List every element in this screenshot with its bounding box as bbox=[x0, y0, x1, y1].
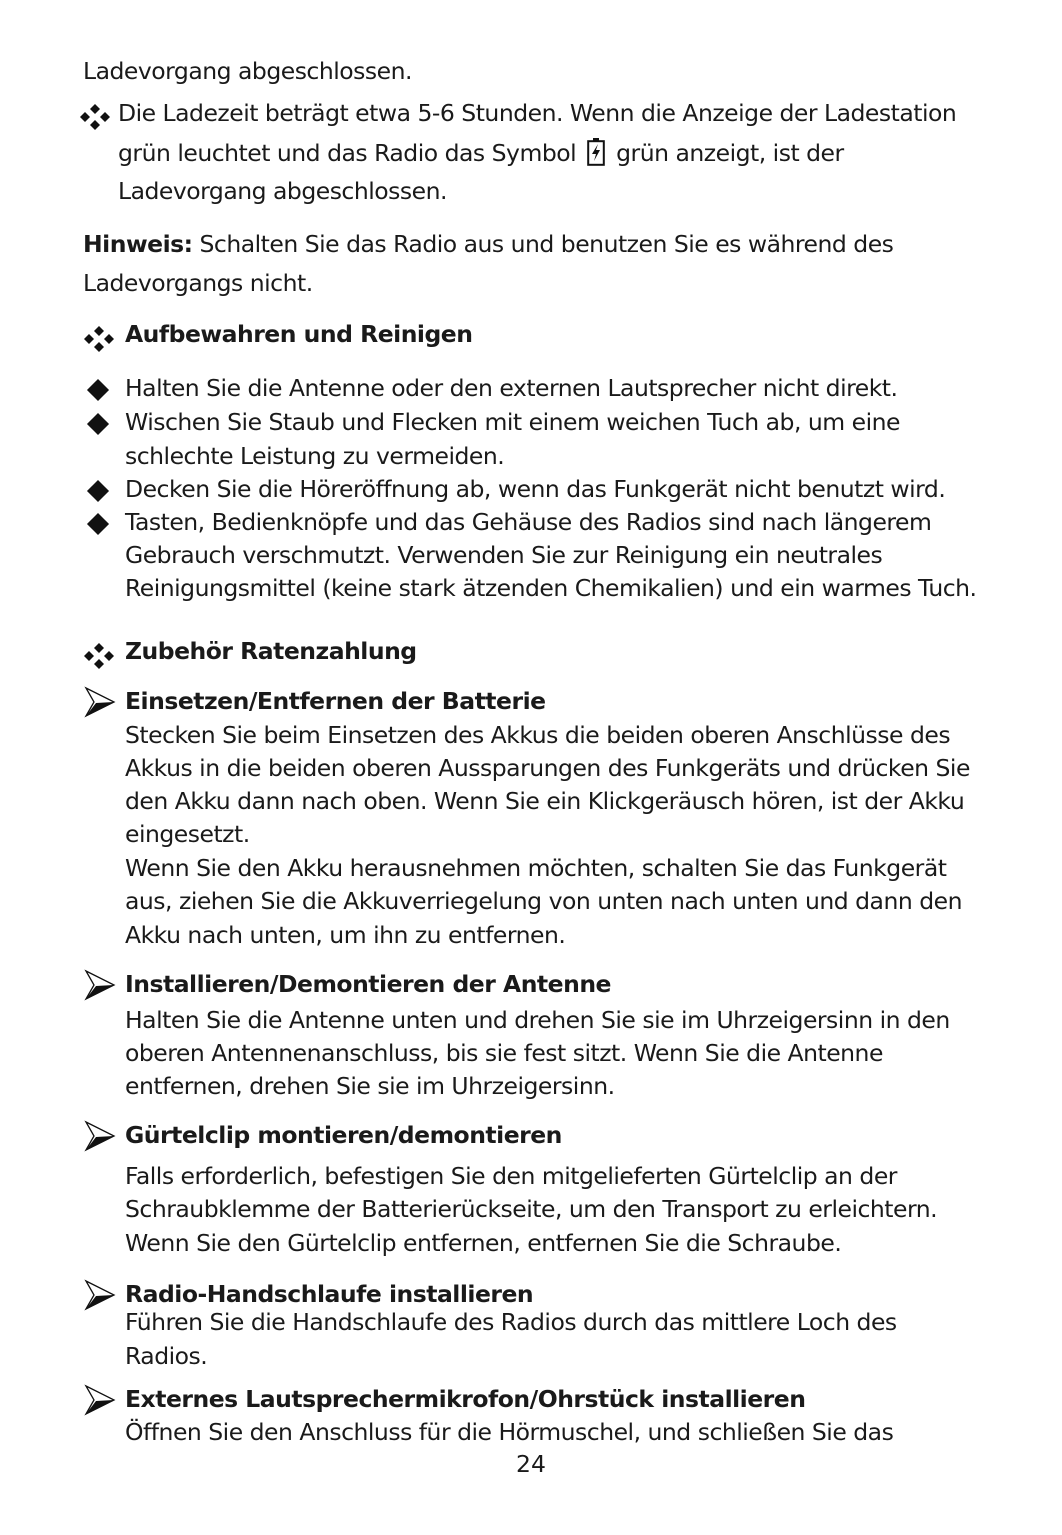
bullet-text: Tasten, Bedienknöpfe und das Gehäuse des Radios sind nach längerem bbox=[125, 508, 932, 536]
item-text: Wenn Sie den Akku herausnehmen möchten, schalten Sie das Funkgerät bbox=[125, 854, 947, 882]
bullet-text: Halten Sie die Antenne oder den externen Lautsprecher nicht direkt. bbox=[125, 374, 898, 402]
item-title: Radio-Handschlaufe installieren bbox=[125, 1280, 534, 1308]
four-diamond-bullet-icon bbox=[84, 326, 114, 352]
item-title: Gürtelclip montieren/demontieren bbox=[125, 1121, 562, 1149]
arrow-bullet-icon bbox=[84, 969, 116, 1001]
item-text: Führen Sie die Handschlaufe des Radios durch das mittlere Loch des bbox=[125, 1308, 897, 1336]
item-text: Öffnen Sie den Anschluss für die Hörmuschel, und schließen Sie das bbox=[125, 1418, 894, 1446]
item-title: Einsetzen/Entfernen der Batterie bbox=[125, 687, 546, 715]
hint-label: Hinweis: bbox=[83, 230, 193, 258]
charge-note-line-2 bbox=[118, 138, 844, 167]
diamond-bullet-icon bbox=[87, 480, 109, 502]
diamond-bullet-icon bbox=[87, 413, 109, 435]
item-text: Wenn Sie den Gürtelclip entfernen, entfernen Sie die Schraube. bbox=[125, 1229, 842, 1257]
bullet-text: Decken Sie die Höreröffnung ab, wenn das Funkgerät nicht benutzt wird. bbox=[125, 475, 946, 503]
item-text: Akkus in die beiden oberen Aussparungen des Funkgeräts und drücken Sie bbox=[125, 754, 970, 782]
item-text: den Akku dann nach oben. Wenn Sie ein Klickgeräusch hören, ist der Akku bbox=[125, 787, 965, 815]
arrow-bullet-icon bbox=[84, 1120, 116, 1152]
item-title: Externes Lautsprechermikrofon/Ohrstück installieren bbox=[125, 1385, 806, 1413]
charge-note-line-2-after: grün anzeigt, ist der bbox=[616, 139, 844, 167]
four-diamond-bullet-icon bbox=[84, 643, 114, 669]
charge-note-line-3: Ladevorgang abgeschlossen. bbox=[118, 177, 447, 205]
section-title-accessories: Zubehör Ratenzahlung bbox=[125, 637, 417, 665]
item-text: Radios. bbox=[125, 1342, 208, 1370]
item-title: Installieren/Demontieren der Antenne bbox=[125, 970, 611, 998]
four-diamond-bullet-icon bbox=[80, 104, 110, 130]
arrow-bullet-icon bbox=[84, 1384, 116, 1416]
bullet-text: Reinigungsmittel (keine stark ätzenden Chemikalien) und ein warmes Tuch. bbox=[125, 574, 977, 602]
hint-line-2: Ladevorgangs nicht. bbox=[83, 269, 313, 297]
section-title-storage: Aufbewahren und Reinigen bbox=[125, 320, 473, 348]
arrow-bullet-icon bbox=[84, 686, 116, 718]
item-text: Schraubklemme der Batterierückseite, um den Transport zu erleichtern. bbox=[125, 1195, 938, 1223]
intro-line: Ladevorgang abgeschlossen. bbox=[83, 57, 412, 85]
charge-note-line-1: Die Ladezeit beträgt etwa 5-6 Stunden. Wenn die Anzeige der Ladestation bbox=[118, 99, 957, 127]
hint-text: Schalten Sie das Radio aus und benutzen Sie es während des bbox=[192, 230, 894, 258]
item-text: oberen Antennenanschluss, bis sie fest sitzt. Wenn Sie die Antenne bbox=[125, 1039, 883, 1067]
item-text: Akku nach unten, um ihn zu entfernen. bbox=[125, 921, 566, 949]
arrow-bullet-icon bbox=[84, 1279, 116, 1311]
item-text: Halten Sie die Antenne unten und drehen Sie sie im Uhrzeigersinn in den bbox=[125, 1006, 950, 1034]
battery-charging-icon bbox=[587, 138, 605, 166]
item-text: eingesetzt. bbox=[125, 820, 250, 848]
hint-line-1 bbox=[83, 230, 893, 258]
item-text: aus, ziehen Sie die Akkuverriegelung von unten nach unten und dann den bbox=[125, 887, 962, 915]
diamond-bullet-icon bbox=[87, 379, 109, 401]
charge-note-line-2-before: grün leuchtet und das Radio das Symbol bbox=[118, 139, 577, 167]
bullet-text: Gebrauch verschmutzt. Verwenden Sie zur Reinigung ein neutrales bbox=[125, 541, 883, 569]
item-text: entfernen, drehen Sie sie im Uhrzeigersinn. bbox=[125, 1072, 615, 1100]
item-text: Stecken Sie beim Einsetzen des Akkus die beiden oberen Anschlüsse des bbox=[125, 721, 951, 749]
page-number: 24 bbox=[516, 1450, 546, 1478]
diamond-bullet-icon bbox=[87, 513, 109, 535]
item-text: Falls erforderlich, befestigen Sie den mitgelieferten Gürtelclip an der bbox=[125, 1162, 897, 1190]
bullet-text: Wischen Sie Staub und Flecken mit einem weichen Tuch ab, um eine bbox=[125, 408, 900, 436]
bullet-text: schlechte Leistung zu vermeiden. bbox=[125, 442, 505, 470]
